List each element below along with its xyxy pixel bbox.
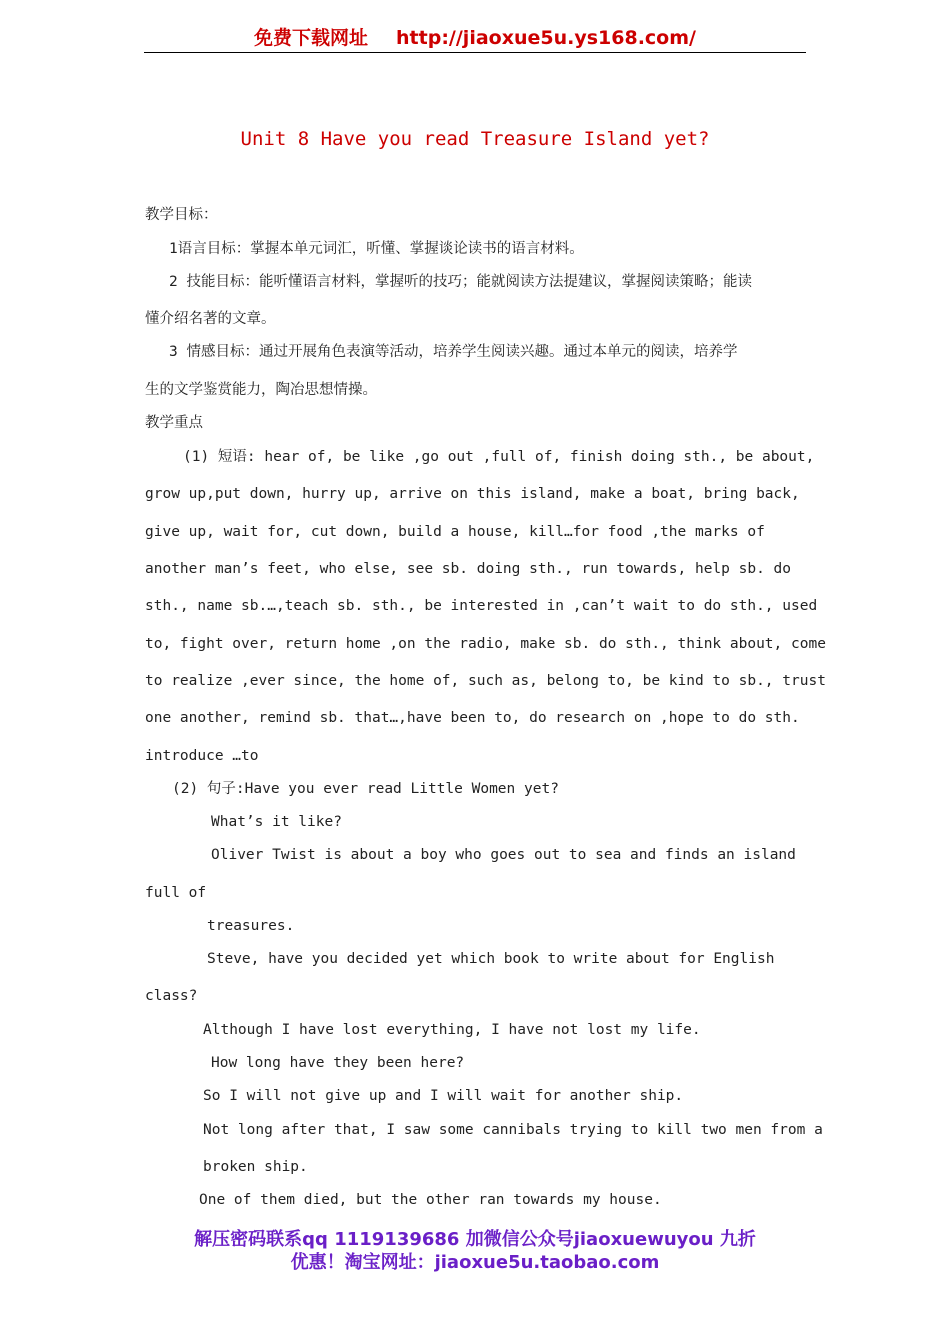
text-line: to, fight over, return home ,on the radio, make sb. do sth., think about, come <box>145 636 826 652</box>
text-line: sth., name sb.…,teach sb. sth., be interested in ,can’t wait to do sth., used <box>145 598 818 614</box>
text-line: give up, wait for, cut down, build a house, kill…for food ,the marks of <box>145 524 765 540</box>
footer-shop-link[interactable]: 优惠！淘宝网址：jiaoxue5u.taobao.com <box>290 1252 660 1273</box>
page-footer <box>0 1228 950 1274</box>
text-line: (1) 短语: hear of, be like ,go out ,full of, finish doing sth., be about, <box>183 449 815 465</box>
header-label: 免费下载网址 <box>254 27 369 49</box>
text-line: How long have they been here? <box>211 1055 465 1071</box>
text-line: Although I have lost everything, I have not lost my life. <box>203 1022 701 1038</box>
text-line: 教学目标： <box>145 207 218 223</box>
text-line: 生的文学鉴赏能力，陶冶思想情操。 <box>145 382 377 398</box>
text-line: grow up,put down, hurry up, arrive on this island, make a boat, bring back, <box>145 486 800 502</box>
text-line: class? <box>145 988 198 1004</box>
text-line: treasures. <box>207 918 295 934</box>
document-title: Unit 8 Have you read Treasure Island yet? <box>240 128 710 150</box>
header-url-link[interactable]: http://jiaoxue5u.ys168.com/ <box>396 27 696 49</box>
text-line: full of <box>145 885 207 901</box>
text-line: 1语言目标：掌握本单元词汇，听懂、掌握谈论读书的语言材料。 <box>169 241 584 257</box>
text-line: another man’s feet, who else, see sb. doing sth., run towards, help sb. do <box>145 561 792 577</box>
text-line: 教学重点 <box>145 415 203 431</box>
text-line: to realize ,ever since, the home of, such as, belong to, be kind to sb., trust <box>145 673 826 689</box>
text-line: (2) 句子:Have you ever read Little Women yet? <box>172 781 559 797</box>
text-line: Oliver Twist is about a boy who goes out to sea and finds an island <box>211 847 796 863</box>
text-line: one another, remind sb. that…,have been to, do research on ,hope to do sth. <box>145 710 800 726</box>
text-line: broken ship. <box>203 1159 308 1175</box>
text-line: 懂介绍名著的文章。 <box>145 311 276 327</box>
text-line: 3 情感目标：通过开展角色表演等活动，培养学生阅读兴趣。通过本单元的阅读，培养学 <box>169 344 738 360</box>
text-line: 2 技能目标：能听懂语言材料，掌握听的技巧；能就阅读方法提建议，掌握阅读策略；能读 <box>169 274 752 290</box>
footer-contact-line: 解压密码联系qq 1119139686 加微信公众号jiaoxuewuyou 九折 <box>194 1229 756 1250</box>
text-line: One of them died, but the other ran towards my house. <box>199 1192 662 1208</box>
text-line: So I will not give up and I will wait for another ship. <box>203 1088 684 1104</box>
text-line: Not long after that, I saw some cannibals trying to kill two men from a <box>203 1122 823 1138</box>
text-line: introduce …to <box>145 748 259 764</box>
page-header <box>144 24 806 53</box>
text-line: What’s it like? <box>211 814 342 830</box>
text-line: Steve, have you decided yet which book to write about for English <box>207 951 775 967</box>
